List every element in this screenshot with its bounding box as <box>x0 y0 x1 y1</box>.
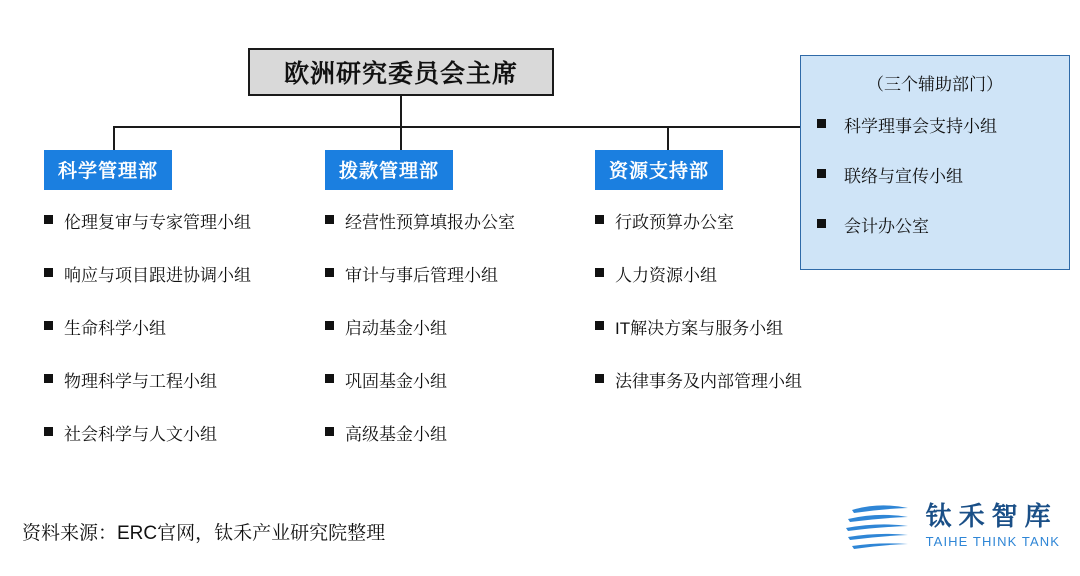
list-item <box>325 261 595 286</box>
square-bullet-icon <box>44 215 53 224</box>
list-item-label: 科学理事会支持小组 <box>844 117 997 136</box>
list-item <box>325 367 595 392</box>
wave-logo-icon <box>846 500 912 552</box>
list-item-label: 响应与项目跟进协调小组 <box>64 266 251 285</box>
square-bullet-icon <box>44 268 53 277</box>
list-item-label: 伦理复审与专家管理小组 <box>64 213 251 232</box>
list-item-label: 生命科学小组 <box>64 319 166 338</box>
list-item-label: 会计办公室 <box>844 217 929 236</box>
root-node <box>248 48 554 96</box>
support-units-box <box>800 55 1070 270</box>
square-bullet-icon <box>595 321 604 330</box>
list-item <box>325 420 595 445</box>
list-item <box>817 112 1053 137</box>
brand-logo <box>846 500 1060 552</box>
source-note: 资料来源：ERC官网，钛禾产业研究院整理 <box>22 523 386 544</box>
department-header-3: 资源支持部 <box>595 150 723 190</box>
list-item <box>817 212 1053 237</box>
square-bullet-icon <box>44 427 53 436</box>
square-bullet-icon <box>325 215 334 224</box>
list-item-label: 法律事务及内部管理小组 <box>615 372 802 391</box>
square-bullet-icon <box>595 215 604 224</box>
list-item <box>595 314 875 339</box>
list-item-label: 联络与宣传小组 <box>844 167 963 186</box>
list-item <box>44 208 314 233</box>
list-item-label: 行政预算办公室 <box>615 213 734 232</box>
square-bullet-icon <box>325 374 334 383</box>
department-header-2: 拨款管理部 <box>325 150 453 190</box>
brand-logo-text <box>926 503 1060 548</box>
department-header-1: 科学管理部 <box>44 150 172 190</box>
square-bullet-icon <box>817 219 826 228</box>
department-column-2 <box>325 150 595 473</box>
support-units-list <box>817 112 1053 237</box>
square-bullet-icon <box>595 374 604 383</box>
square-bullet-icon <box>817 169 826 178</box>
brand-name-cn: 钛禾智库 <box>925 501 1058 532</box>
list-item-label: IT解决方案与服务小组 <box>615 319 784 338</box>
list-item <box>817 162 1053 187</box>
square-bullet-icon <box>44 321 53 330</box>
list-item <box>595 367 875 392</box>
square-bullet-icon <box>325 268 334 277</box>
list-item-label: 经营性预算填报办公室 <box>345 213 515 232</box>
list-item <box>44 314 314 339</box>
department-item-list-2 <box>325 208 595 445</box>
support-units-title: （三个辅助部门） <box>867 75 1003 94</box>
square-bullet-icon <box>595 268 604 277</box>
list-item <box>44 420 314 445</box>
root-node-label: 欧洲研究委员会主席 <box>283 60 518 88</box>
connector-root-down <box>400 96 402 126</box>
list-item-label: 高级基金小组 <box>345 425 447 444</box>
list-item-label: 启动基金小组 <box>345 319 447 338</box>
list-item-label: 物理科学与工程小组 <box>64 372 217 391</box>
brand-name-en: TAIHE THINK TANK <box>925 533 1060 549</box>
list-item <box>325 314 595 339</box>
list-item-label: 人力资源小组 <box>615 266 717 285</box>
square-bullet-icon <box>817 119 826 128</box>
list-item-label: 社会科学与人文小组 <box>64 425 217 444</box>
list-item <box>44 367 314 392</box>
list-item-label: 审计与事后管理小组 <box>345 266 498 285</box>
list-item <box>44 261 314 286</box>
department-column-1 <box>44 150 314 473</box>
square-bullet-icon <box>44 374 53 383</box>
list-item-label: 巩固基金小组 <box>345 372 447 391</box>
department-item-list-1 <box>44 208 314 445</box>
square-bullet-icon <box>325 321 334 330</box>
square-bullet-icon <box>325 427 334 436</box>
list-item <box>325 208 595 233</box>
connector-horizontal-bus <box>113 126 801 128</box>
